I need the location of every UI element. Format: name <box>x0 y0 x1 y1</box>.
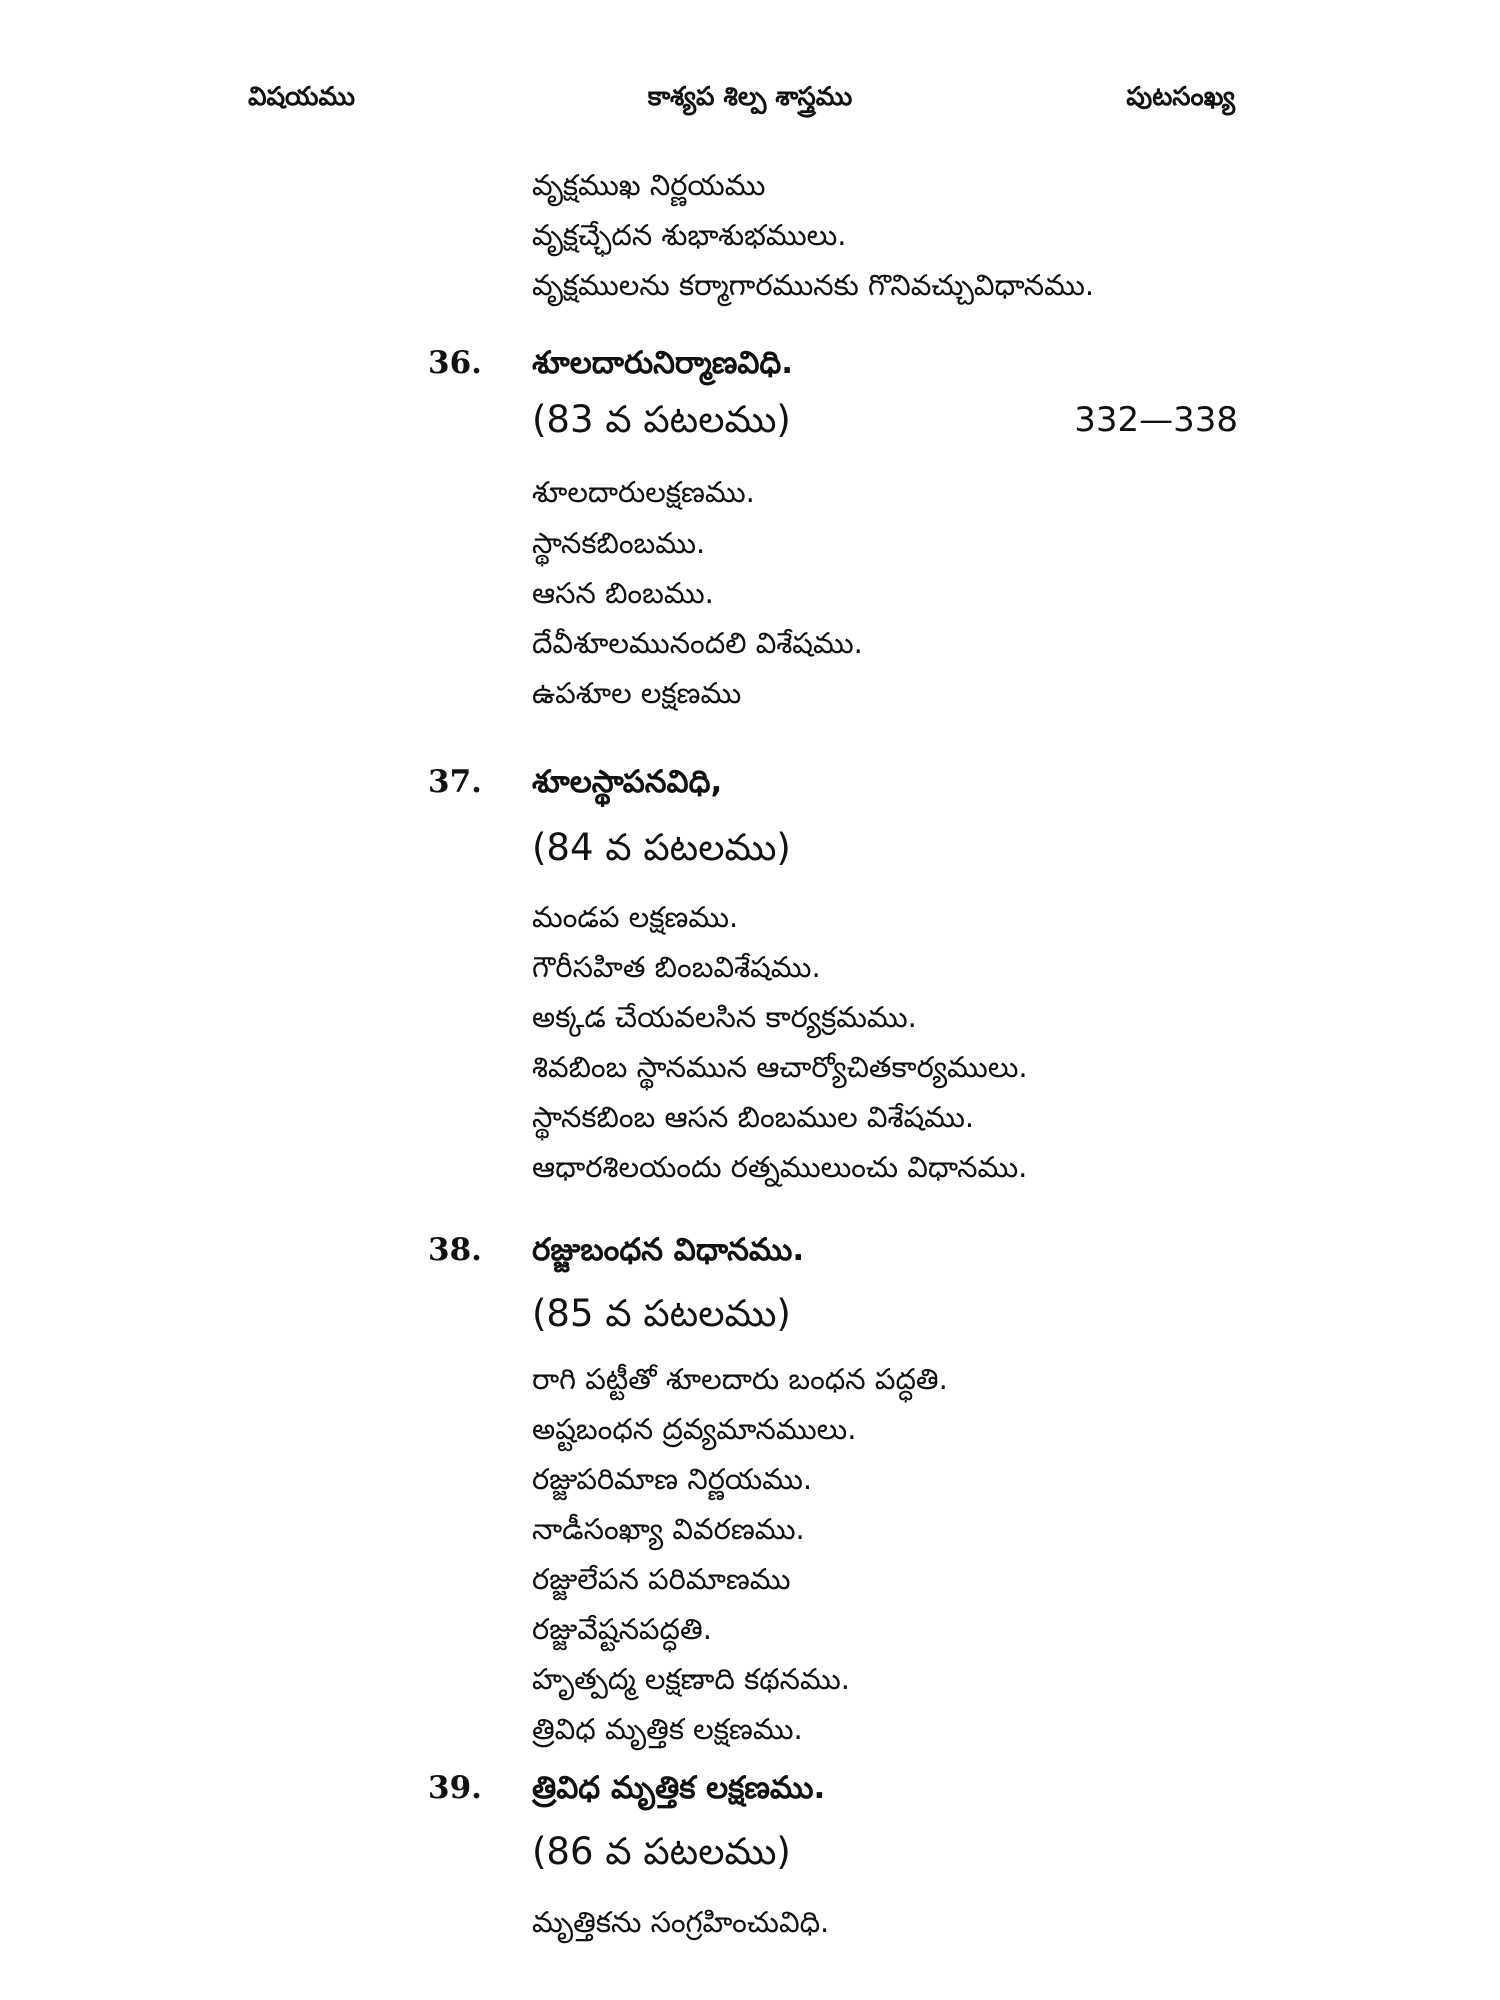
section-item: స్థానకబింబము. <box>532 526 706 560</box>
patala-label: (85 వ పటలము) <box>532 1292 791 1335</box>
section-number: 37. <box>428 764 482 800</box>
patala-label: (84 వ పటలము) <box>532 826 791 869</box>
section-item: రజ్జుపరిమాణ నిర్ణయము. <box>532 1462 813 1496</box>
section-item: గౌరీసహిత బింబవిశేషము. <box>532 950 821 984</box>
intro-item: వృక్షముఖ నిర్ణయము <box>532 168 766 202</box>
section-item: శివబింబ స్థానమున ఆచార్యోచితకార్యములు. <box>532 1050 1028 1084</box>
section-item: రజ్జువేష్టనపద్ధతి. <box>532 1612 712 1646</box>
section-title: రజ్జుబంధన విధానము. <box>532 1232 805 1268</box>
section-item: ఉపశూల లక్షణము <box>532 676 742 710</box>
section-title: శూలదారునిర్మాణవిధి. <box>532 345 794 381</box>
section-item: దేవీశూలమునందలి విశేషము. <box>532 626 863 660</box>
section-item: నాడీసంఖ్యా వివరణము. <box>532 1512 805 1546</box>
page-range: 332—338 <box>1074 400 1238 440</box>
section-title: త్రివిధ మృత్తిక లక్షణము. <box>532 1770 826 1806</box>
patala-label: (86 వ పటలము) <box>532 1830 791 1873</box>
section-item: మండప లక్షణము. <box>532 900 739 934</box>
section-title: శూలస్థాపనవిధి, <box>532 764 723 800</box>
section-item: రజ్జులేపన పరిమాణము <box>532 1562 791 1596</box>
section-item: మృత్తికను సంగ్రహించువిధి. <box>532 1905 830 1939</box>
header-page-number-label: పుటసంఖ్య <box>1126 82 1235 112</box>
section-item: శూలదారులక్షణము. <box>532 475 755 509</box>
section-item: స్థానకబింబ ఆసన బింబముల విశేషము. <box>532 1100 975 1134</box>
section-item: రాగి పట్టీతో శూలదారు బంధన పద్ధతి. <box>532 1362 948 1396</box>
section-number: 36. <box>428 345 482 381</box>
section-item: ఆధారశిలయందు రత్నములుంచు విధానము. <box>532 1150 1028 1184</box>
section-item: త్రివిధ మృత్తిక లక్షణము. <box>532 1712 803 1746</box>
intro-item: వృక్షచ్ఛేదన శుభాశుభములు. <box>532 218 847 252</box>
header-subject-label: విషయము <box>248 82 355 112</box>
section-number: 39. <box>428 1770 482 1806</box>
section-item: ఆసన బింబము. <box>532 576 714 610</box>
header-book-title: కాశ్యప శిల్ప శాస్త్రము <box>647 82 853 112</box>
section-item: అష్టబంధన ద్రవ్యమానములు. <box>532 1412 857 1446</box>
section-item: అక్కడ చేయవలసిన కార్యక్రమము. <box>532 1000 917 1034</box>
section-item: హృత్పద్మ లక్షణాది కథనము. <box>532 1662 850 1696</box>
section-number: 38. <box>428 1232 482 1268</box>
intro-item: వృక్షములను కర్మాగారమునకు గొనివచ్చువిధానము. <box>532 268 1095 302</box>
patala-label: (83 వ పటలము) <box>532 398 791 441</box>
